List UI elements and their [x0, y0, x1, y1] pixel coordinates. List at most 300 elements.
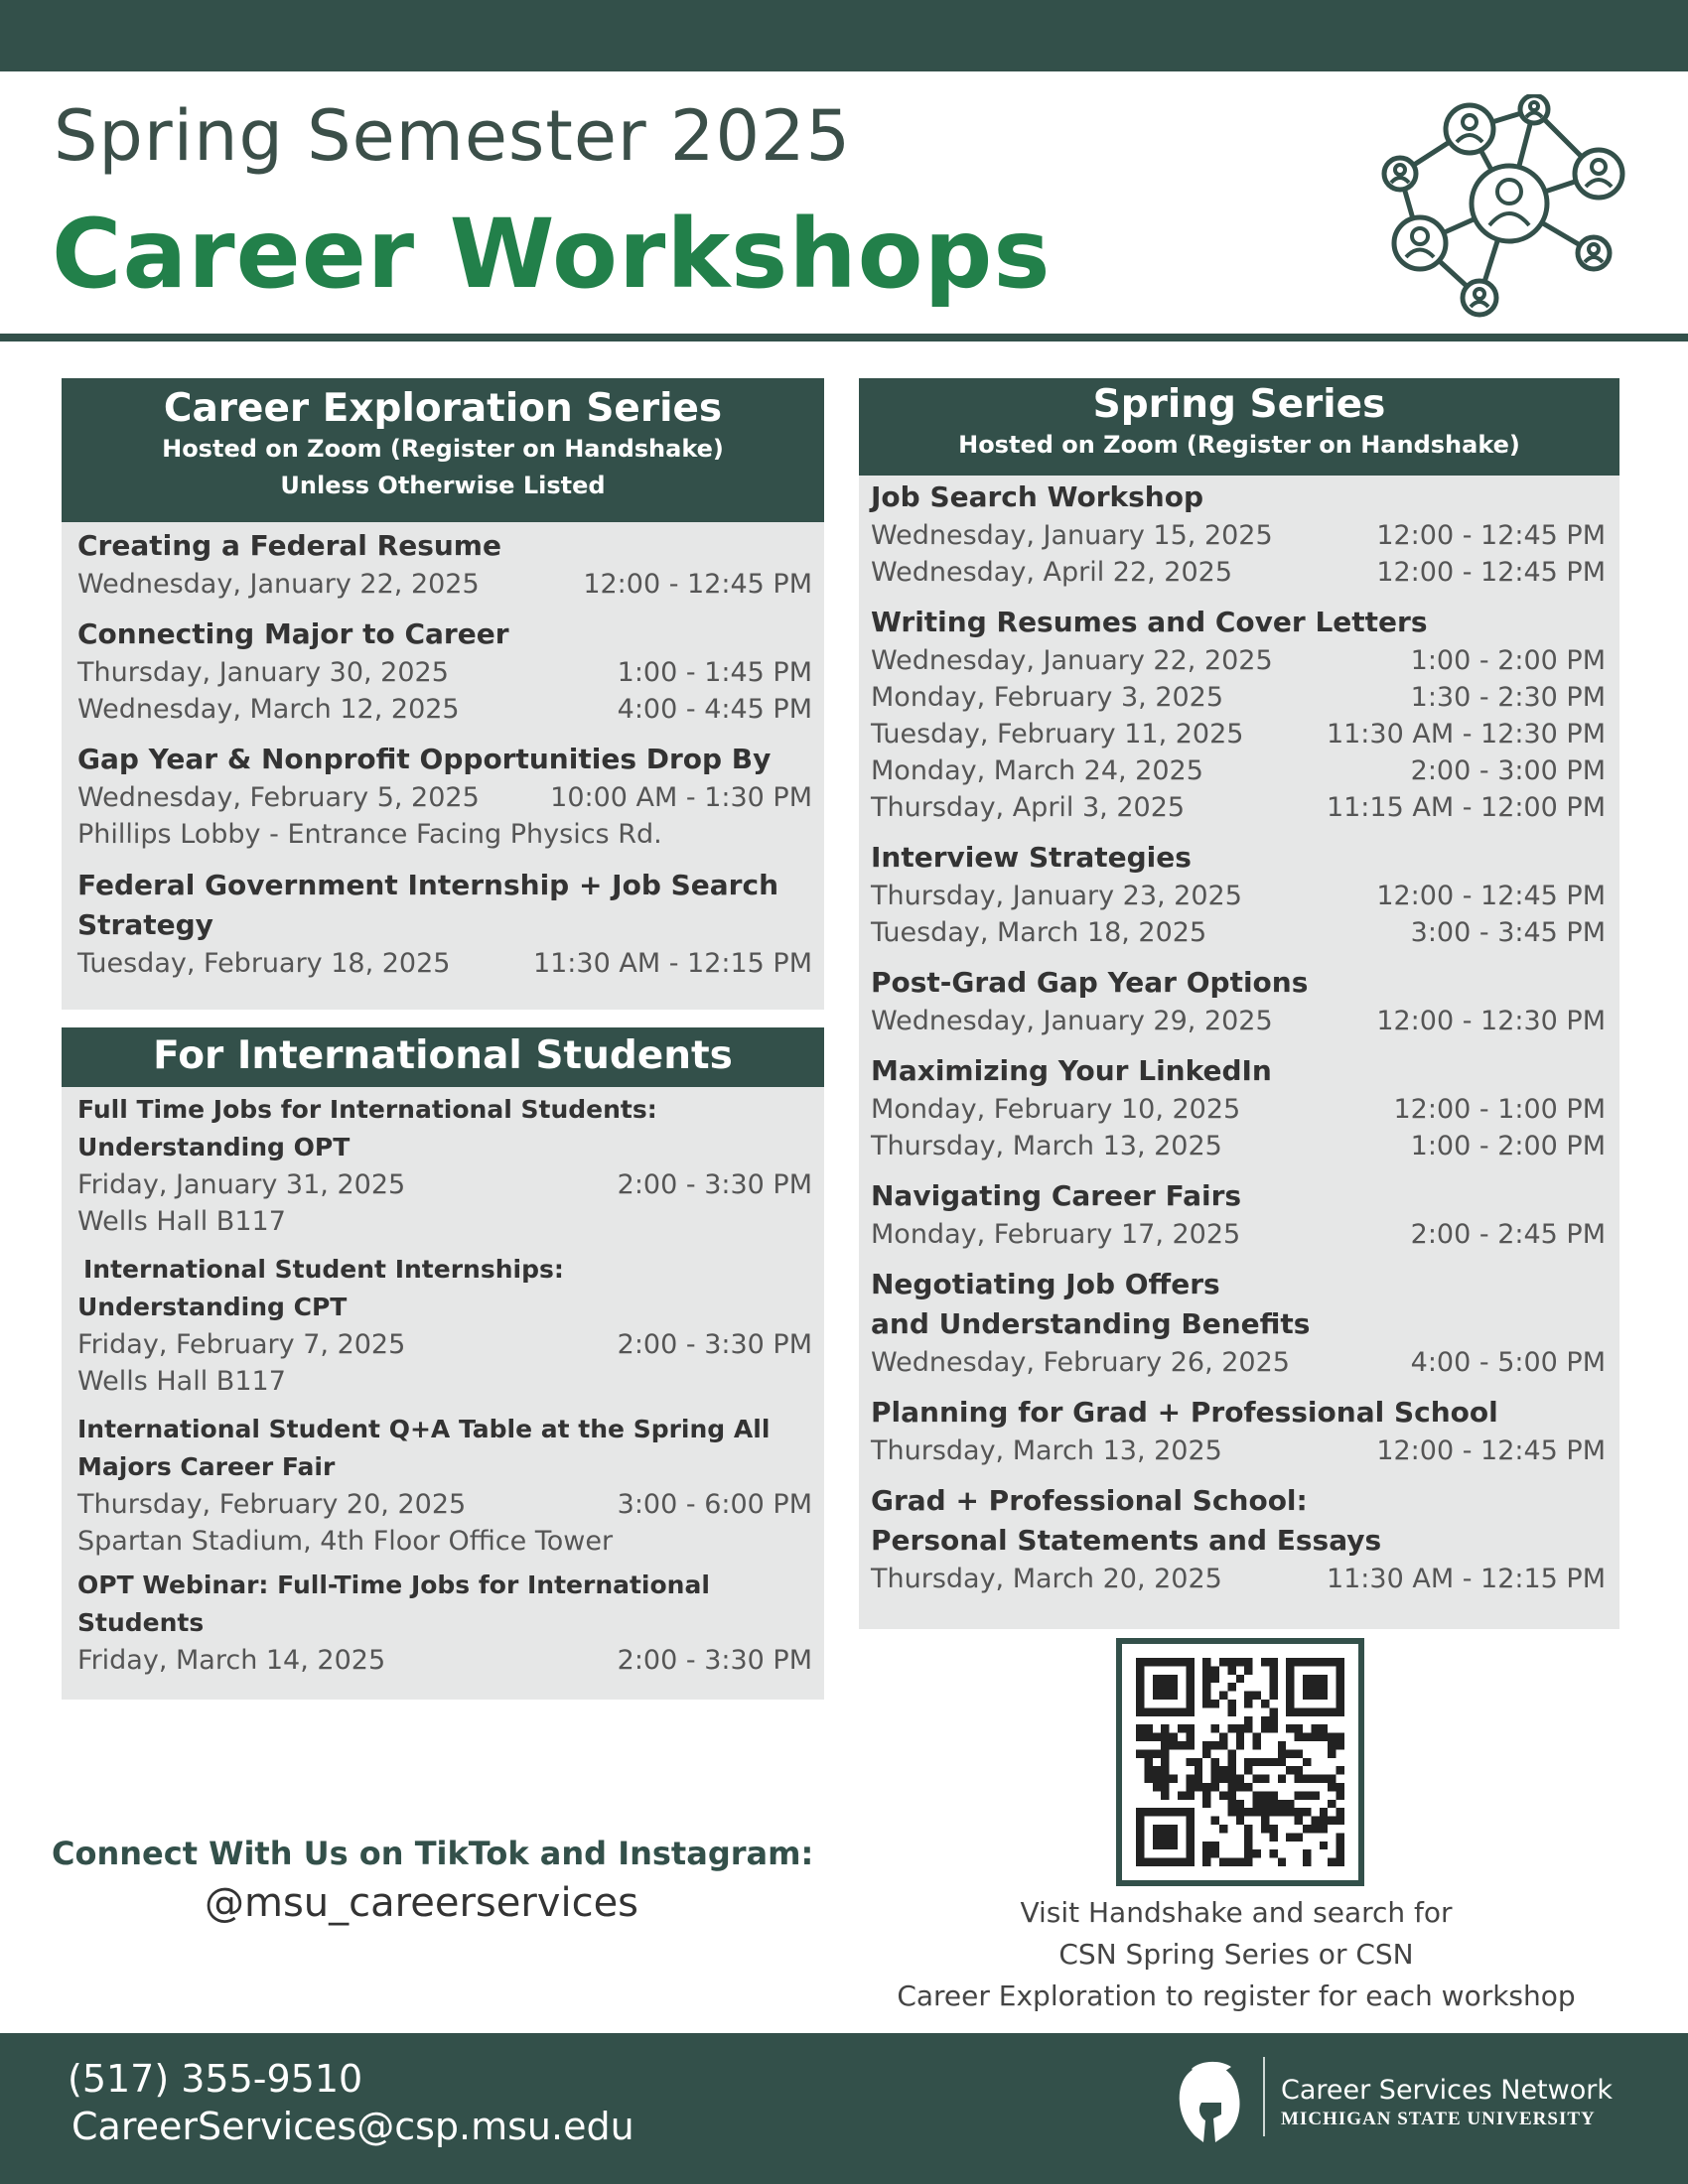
session-date: Wednesday, February 26, 2025 [871, 1347, 1290, 1378]
session-date: Friday, March 14, 2025 [77, 1645, 386, 1676]
instructions-line: CSN Spring Series or CSN [1058, 1938, 1414, 1971]
qr-module [1161, 1741, 1169, 1749]
qr-module [1269, 1675, 1277, 1683]
qr-module [1211, 1758, 1219, 1766]
qr-module [1303, 1849, 1311, 1857]
session-time: 12:00 - 12:45 PM [583, 569, 812, 600]
session-row [871, 1216, 1606, 1253]
session-time: 1:00 - 2:00 PM [1410, 1131, 1606, 1161]
qr-module [1253, 1733, 1261, 1741]
session-time: 12:00 - 12:45 PM [1376, 881, 1606, 911]
session-row [871, 1003, 1606, 1039]
qr-module [1269, 1825, 1277, 1833]
session-row [871, 1433, 1606, 1469]
session-location: Spartan Stadium, 4th Floor Office Tower [77, 1526, 614, 1557]
workshop-item [62, 740, 824, 854]
qr-module [1211, 1775, 1219, 1783]
workshop-title: Creating a Federal Resume [77, 529, 501, 562]
session-location: Wells Hall B117 [77, 1206, 286, 1237]
qr-module [1236, 1733, 1244, 1741]
session-date: Wednesday, January 29, 2025 [871, 1006, 1273, 1036]
session-date: Thursday, January 30, 2025 [77, 657, 449, 688]
qr-module [1269, 1724, 1277, 1732]
session-row [77, 691, 812, 728]
qr-module [1153, 1733, 1161, 1741]
qr-module [1161, 1791, 1169, 1799]
social-heading: Connect With Us on TikTok and Instagram: [52, 1835, 814, 1872]
qr-module [1328, 1858, 1336, 1866]
session-time: 12:00 - 12:45 PM [1376, 1435, 1606, 1466]
qr-module [1211, 1783, 1219, 1791]
qr-module [1303, 1733, 1311, 1741]
qr-module [1320, 1817, 1328, 1825]
session-row [77, 779, 812, 816]
qr-module [1195, 1758, 1202, 1766]
people-network-icon [1380, 94, 1628, 318]
qr-module [1244, 1658, 1252, 1666]
workshop-title: Post-Grad Gap Year Options [871, 966, 1309, 999]
workshop-title: Majors Career Fair [77, 1452, 336, 1481]
workshop-title: Personal Statements and Essays [871, 1524, 1382, 1557]
qr-module [1227, 1758, 1235, 1766]
qr-module [1269, 1666, 1277, 1674]
qr-module [1253, 1808, 1261, 1816]
qr-module [1236, 1858, 1244, 1866]
qr-module [1244, 1692, 1252, 1700]
header-divider [0, 334, 1688, 341]
workshop-item [859, 478, 1619, 591]
qr-module [1253, 1758, 1261, 1766]
workshop-item [62, 1251, 824, 1401]
qr-module [1261, 1800, 1269, 1808]
workshop-item [62, 1567, 824, 1679]
session-time: 2:00 - 3:30 PM [617, 1329, 812, 1360]
qr-module [1227, 1808, 1235, 1816]
qr-module [1253, 1791, 1261, 1799]
session-row [871, 716, 1606, 752]
qr-module [1186, 1741, 1194, 1749]
qr-module [1202, 1658, 1210, 1666]
qr-module [1202, 1741, 1210, 1749]
qr-module [1328, 1817, 1336, 1825]
instructions-line: Career Exploration to register for each workshop [897, 1979, 1576, 2012]
qr-module [1211, 1741, 1219, 1749]
qr-module [1269, 1658, 1277, 1666]
qr-module [1153, 1675, 1178, 1700]
qr-module [1161, 1724, 1169, 1732]
qr-module [1195, 1775, 1202, 1783]
session-time: 11:30 AM - 12:15 PM [532, 948, 812, 979]
workshop-item [859, 1481, 1619, 1597]
session-time: 11:30 AM - 12:30 PM [1326, 719, 1606, 750]
qr-module [1244, 1700, 1252, 1707]
qr-module [1202, 1683, 1210, 1691]
qr-module [1336, 1733, 1344, 1741]
workshop-title: Full Time Jobs for International Students: [77, 1095, 657, 1124]
workshop-item [62, 1091, 824, 1241]
workshop-title: Federal Government Internship + Job Search [77, 869, 779, 901]
qr-module [1286, 1800, 1294, 1808]
qr-module [1211, 1842, 1219, 1849]
qr-module [1144, 1758, 1152, 1766]
page-subtitle: Spring Semester 2025 [54, 95, 852, 177]
qr-module [1244, 1808, 1252, 1816]
qr-module [1320, 1808, 1328, 1816]
session-date: Wednesday, January 22, 2025 [871, 645, 1273, 676]
qr-module [1202, 1842, 1210, 1849]
qr-module [1161, 1775, 1169, 1783]
qr-module [1269, 1758, 1277, 1766]
workshop-item [859, 603, 1619, 826]
qr-module [1295, 1733, 1303, 1741]
qr-module [1153, 1783, 1161, 1791]
workshop-title: Navigating Career Fairs [871, 1179, 1242, 1212]
qr-module [1303, 1791, 1311, 1799]
career-exploration-header [62, 378, 824, 522]
qr-module [1311, 1817, 1319, 1825]
footer-phone[interactable]: (517) 355-9510 [68, 2057, 363, 2101]
panel-title: Spring Series [1092, 382, 1386, 427]
qr-module [1286, 1724, 1294, 1732]
qr-module [1311, 1825, 1319, 1833]
workshop-item [859, 1051, 1619, 1164]
qr-module [1202, 1783, 1210, 1791]
workshop-title: Understanding CPT [77, 1293, 348, 1321]
workshop-title: and Understanding Benefits [871, 1307, 1311, 1340]
session-row [871, 1344, 1606, 1381]
qr-module [1320, 1724, 1328, 1732]
qr-module [1227, 1724, 1235, 1732]
qr-module [1253, 1741, 1261, 1749]
qr-module [1227, 1658, 1235, 1666]
qr-module [1244, 1758, 1252, 1766]
qr-module [1303, 1675, 1328, 1700]
qr-module [1227, 1791, 1235, 1799]
qr-module [1186, 1791, 1194, 1799]
qr-module [1161, 1758, 1169, 1766]
qr-module [1244, 1666, 1252, 1674]
qr-module [1336, 1783, 1344, 1791]
session-date: Monday, February 10, 2025 [871, 1094, 1241, 1125]
footer-email[interactable]: CareerServices@csp.msu.edu [71, 2105, 634, 2148]
session-date: Wednesday, January 22, 2025 [77, 569, 480, 600]
qr-module [1186, 1733, 1194, 1741]
qr-module [1161, 1749, 1169, 1757]
workshop-title: Interview Strategies [871, 841, 1192, 874]
session-date: Thursday, February 20, 2025 [77, 1489, 467, 1520]
qr-module [1178, 1724, 1186, 1732]
qr-module [1295, 1724, 1303, 1732]
instructions-line: Visit Handshake and search for [1020, 1896, 1453, 1929]
footer-org: Career Services Network [1281, 2075, 1613, 2106]
qr-module [1261, 1808, 1269, 1816]
workshop-title: Grad + Professional School: [871, 1484, 1308, 1517]
qr-module [1303, 1858, 1311, 1866]
session-time: 12:00 - 12:45 PM [1376, 520, 1606, 551]
qr-module [1269, 1791, 1277, 1799]
qr-module [1336, 1842, 1344, 1849]
qr-module [1261, 1700, 1269, 1707]
session-date: Friday, January 31, 2025 [77, 1169, 406, 1200]
session-date: Wednesday, April 22, 2025 [871, 557, 1233, 588]
workshop-title: Maximizing Your LinkedIn [871, 1054, 1272, 1087]
panel-subtitle: Hosted on Zoom (Register on Handshake) [958, 431, 1520, 459]
qr-module [1153, 1825, 1178, 1849]
qr-module [1336, 1858, 1344, 1866]
qr-module [1202, 1692, 1210, 1700]
qr-module [1269, 1800, 1277, 1808]
qr-module [1227, 1775, 1235, 1783]
qr-module [1244, 1858, 1252, 1866]
qr-module [1227, 1666, 1235, 1674]
qr-module [1186, 1783, 1194, 1791]
qr-module [1186, 1775, 1194, 1783]
qr-module [1244, 1766, 1252, 1774]
qr-module [1161, 1783, 1169, 1791]
workshop-item [859, 963, 1619, 1039]
qr-module [1278, 1741, 1286, 1749]
qr-module [1295, 1817, 1303, 1825]
session-row [871, 642, 1606, 679]
qr-module [1269, 1808, 1277, 1816]
qr-module [1136, 1733, 1144, 1741]
workshop-item [859, 1393, 1619, 1469]
session-time: 1:00 - 2:00 PM [1410, 645, 1606, 676]
qr-module [1261, 1758, 1269, 1766]
qr-module [1303, 1758, 1311, 1766]
qr-module [1244, 1849, 1252, 1857]
qr-module [1336, 1849, 1344, 1857]
session-row [871, 1128, 1606, 1164]
social-handle[interactable]: @msu_careerservices [205, 1880, 639, 1926]
qr-module [1186, 1758, 1194, 1766]
workshop-title: International Student Q+A Table at the Spring All [77, 1415, 771, 1443]
session-time: 11:15 AM - 12:00 PM [1326, 792, 1606, 823]
session-date: Monday, March 24, 2025 [871, 755, 1203, 786]
session-date: Thursday, January 23, 2025 [871, 881, 1242, 911]
qr-module [1303, 1775, 1311, 1783]
workshop-title: Connecting Major to Career [77, 617, 509, 650]
qr-module [1202, 1791, 1210, 1799]
qr-module [1269, 1683, 1277, 1691]
workshop-item [62, 866, 824, 982]
qr-module [1178, 1791, 1186, 1799]
qr-module [1236, 1817, 1244, 1825]
qr-module [1186, 1724, 1194, 1732]
career-exploration-panel [62, 378, 824, 1010]
workshop-item [62, 614, 824, 728]
qr-module [1144, 1766, 1152, 1774]
qr-module [1202, 1849, 1210, 1857]
qr-module [1286, 1808, 1294, 1816]
session-row [77, 1486, 812, 1523]
qr-module [1153, 1749, 1161, 1757]
workshop-item [859, 1176, 1619, 1253]
session-time: 1:30 - 2:30 PM [1410, 682, 1606, 713]
qr-module [1227, 1683, 1235, 1691]
qr-module [1261, 1658, 1269, 1666]
session-date: Wednesday, March 12, 2025 [77, 694, 460, 725]
session-row [871, 679, 1606, 716]
qr-module [1211, 1724, 1219, 1732]
session-time: 2:00 - 3:30 PM [617, 1169, 812, 1200]
spring-series-panel [859, 378, 1619, 1629]
session-time: 12:00 - 1:00 PM [1393, 1094, 1606, 1125]
qr-module [1153, 1766, 1161, 1774]
qr-module [1219, 1658, 1227, 1666]
qr-module [1295, 1808, 1303, 1816]
qr-module [1211, 1849, 1219, 1857]
qr-module [1219, 1791, 1227, 1799]
qr-module [1236, 1783, 1244, 1791]
qr-module [1320, 1733, 1328, 1741]
international-header [62, 1027, 824, 1087]
qr-module [1336, 1817, 1344, 1825]
session-date: Monday, February 17, 2025 [871, 1219, 1241, 1250]
qr-module [1328, 1741, 1336, 1749]
qr-module [1202, 1749, 1210, 1757]
qr-module [1311, 1791, 1319, 1799]
qr-module [1261, 1825, 1269, 1833]
session-row [77, 1642, 812, 1679]
session-time: 2:00 - 3:30 PM [617, 1645, 812, 1676]
qr-module [1286, 1833, 1294, 1841]
session-row [871, 789, 1606, 826]
qr-module [1227, 1749, 1235, 1757]
session-date: Thursday, March 20, 2025 [871, 1564, 1222, 1594]
session-time: 3:00 - 3:45 PM [1410, 917, 1606, 948]
qr-module [1244, 1716, 1252, 1724]
workshop-title: Gap Year & Nonprofit Opportunities Drop By [77, 743, 772, 775]
session-time: 11:30 AM - 12:15 PM [1326, 1564, 1606, 1594]
session-date: Tuesday, February 18, 2025 [77, 948, 451, 979]
qr-module [1236, 1724, 1244, 1732]
qr-module [1211, 1766, 1219, 1774]
panel-title: Career Exploration Series [163, 386, 723, 431]
qr-module [1320, 1842, 1328, 1849]
session-time: 3:00 - 6:00 PM [617, 1489, 812, 1520]
qr-module [1227, 1766, 1235, 1774]
qr-module [1336, 1741, 1344, 1749]
qr-module [1219, 1741, 1227, 1749]
qr-module [1144, 1724, 1152, 1732]
qr-module [1244, 1825, 1252, 1833]
qr-module [1244, 1833, 1252, 1841]
spring-series-header [859, 378, 1619, 476]
qr-module [1311, 1775, 1319, 1783]
spartan-helmet-icon [1170, 2059, 1249, 2148]
session-location: Phillips Lobby - Entrance Facing Physics Rd. [77, 819, 662, 850]
qr-module [1311, 1733, 1319, 1741]
session-row [871, 752, 1606, 789]
qr-module [1202, 1858, 1210, 1866]
qr-module [1211, 1666, 1219, 1674]
session-row [77, 945, 812, 982]
qr-module [1328, 1733, 1336, 1741]
workshop-title: Understanding OPT [77, 1133, 351, 1161]
qr-module [1303, 1808, 1311, 1816]
qr-module [1136, 1724, 1144, 1732]
register-instructions [854, 1892, 1618, 2017]
qr-module [1328, 1775, 1336, 1783]
qr-module [1295, 1775, 1303, 1783]
qr-module [1219, 1775, 1227, 1783]
page-title: Career Workshops [52, 199, 1052, 310]
qr-module [1328, 1800, 1336, 1808]
top-bar [0, 0, 1688, 71]
session-date: Wednesday, January 15, 2025 [871, 520, 1273, 551]
qr-module [1336, 1808, 1344, 1816]
qr-module [1195, 1766, 1202, 1774]
qr-module [1227, 1800, 1235, 1808]
workshop-title: International Student Internships: [83, 1255, 564, 1284]
qr-module [1219, 1858, 1227, 1866]
session-row [871, 1561, 1606, 1597]
qr-module [1303, 1825, 1311, 1833]
qr-module [1328, 1749, 1336, 1757]
session-date: Wednesday, February 5, 2025 [77, 782, 480, 813]
qr-module [1244, 1842, 1252, 1849]
qr-module [1202, 1800, 1210, 1808]
international-panel [62, 1027, 824, 1700]
qr-module [1227, 1707, 1235, 1715]
session-date: Tuesday, March 18, 2025 [871, 917, 1207, 948]
session-row [77, 654, 812, 691]
session-row [871, 914, 1606, 951]
session-row [871, 517, 1606, 554]
qr-module [1261, 1716, 1269, 1724]
qr-module [1236, 1658, 1244, 1666]
session-row [871, 1091, 1606, 1128]
qr-module [1227, 1783, 1235, 1791]
qr-module [1295, 1749, 1303, 1757]
session-date: Tuesday, February 11, 2025 [871, 719, 1244, 750]
qr-module [1202, 1666, 1210, 1674]
panel-subtitle: Hosted on Zoom (Register on Handshake) [162, 435, 724, 463]
qr-code[interactable] [1116, 1638, 1364, 1886]
qr-module [1286, 1749, 1294, 1757]
qr-module [1261, 1791, 1269, 1799]
qr-module [1219, 1692, 1227, 1700]
qr-module [1211, 1817, 1219, 1825]
qr-module [1269, 1716, 1277, 1724]
workshop-title: Job Search Workshop [871, 480, 1204, 513]
session-time: 12:00 - 12:30 PM [1376, 1006, 1606, 1036]
qr-module [1227, 1858, 1235, 1866]
workshop-title: Negotiating Job Offers [871, 1268, 1220, 1300]
qr-module [1153, 1775, 1161, 1783]
qr-module [1144, 1775, 1152, 1783]
qr-module [1269, 1833, 1277, 1841]
qr-module [1295, 1766, 1303, 1774]
footer-separator [1263, 2057, 1265, 2136]
qr-module [1244, 1724, 1252, 1732]
qr-module [1219, 1825, 1227, 1833]
qr-module [1278, 1808, 1286, 1816]
qr-module [1269, 1707, 1277, 1715]
session-time: 2:00 - 2:45 PM [1410, 1219, 1606, 1250]
qr-module [1144, 1733, 1152, 1741]
qr-module [1253, 1775, 1261, 1783]
session-time: 4:00 - 5:00 PM [1410, 1347, 1606, 1378]
qr-module [1236, 1808, 1244, 1816]
qr-module [1253, 1800, 1261, 1808]
qr-module [1295, 1791, 1303, 1799]
qr-module [1336, 1791, 1344, 1799]
qr-module [1269, 1692, 1277, 1700]
qr-module [1170, 1733, 1178, 1741]
session-time: 10:00 AM - 1:30 PM [550, 782, 812, 813]
